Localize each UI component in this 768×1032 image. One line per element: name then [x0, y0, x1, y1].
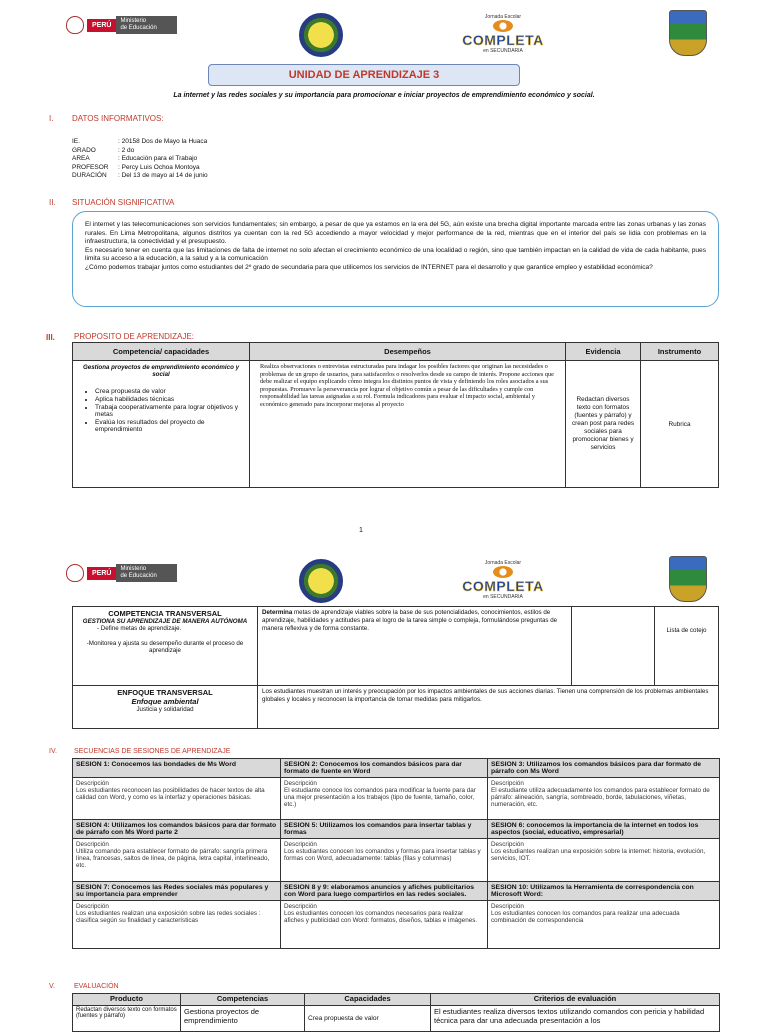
unit-title: UNIDAD DE APRENDIZAJE 3 [208, 64, 520, 86]
info-row: DURACIÓN : Del 13 de mayo al 14 de junio [72, 172, 208, 179]
sun-icon [493, 20, 513, 32]
col-header: Capacidades [305, 994, 431, 1006]
session-title: SESION 5: Utilizamos los comandos para insertar tablas y formas [281, 820, 488, 839]
significant-situation-box [72, 211, 719, 307]
col-header: Criterios de evaluación [431, 994, 720, 1006]
peru-label: PERÚ [87, 567, 116, 580]
jec-logo: Jornada Escolar COMPLETA en SECUNDARIA [462, 14, 544, 54]
session-title: SESION 2: Conocemos los comandos básicos para dar formato de fuente en Word [281, 759, 488, 778]
section2-number: II. [49, 198, 56, 207]
empty-cell [572, 607, 655, 686]
instrumento-cell: Lista de cotejo [655, 607, 719, 686]
enfoque-transversal-cell: ENFOQUE TRANSVERSAL Enfoque ambiental Justicia y solidaridad [73, 686, 258, 729]
capacidad-item: • Trabaja cooperativamente para lograr objetivos y metas [95, 404, 241, 418]
unit-subtitle: La internet y las redes sociales y su importancia para promocionar e iniciar proyectos de emprendimiento económico y social. [173, 92, 595, 99]
peru-label: PERÚ [87, 19, 116, 32]
school-emblem-icon [299, 559, 343, 603]
session-title: SESION 10: Utilizamos la Herramienta de correspondencia con Microsoft Word: [488, 882, 720, 901]
enfoque-transversal-desc: Los estudiantes muestran un interés y preocupación por los impactos ambientales de sus acciones diarias. Tienen una comprensión de los problemas ambientales globales y locales y reconocen la importancia de tomar medidas para mitigarlos. [258, 686, 719, 729]
col-header: Competencia/ capacidades [73, 343, 250, 361]
info-row: AREA : Educación para el Trabajo [72, 155, 198, 162]
session-desc: Descripción Los estudiantes realizan una exposición sobre la internet: historia, evolución, servicios, IOT. [488, 839, 720, 882]
situation-paragraph: Es necesario tener en cuenta que las limitaciones de falta de internet no solo afectan el crecimiento económico de una localidad o región, sino que también impactan en la calidad de vida de cada habitante, pues limita su acceso a la educación, a la salud y a la comunicación [85, 246, 706, 263]
minedu-logo [66, 16, 177, 34]
situation-paragraph: El internet y las telecomunicaciones son servicios fundamentales; sin embargo, a pesar de que ya estamos en la era del 5G, aún existe una brecha digital importante marcada entre las zonas urbanas y las zonas rurales. En Lima Metropolitana, algunos distritos ya cuentan con la red 5G accediendo a mayor velocidad y mejor performance de la red, mientras que en el interior del país se lidia con problemas en la infraestructura, la conectividad y el presupuesto. [85, 221, 706, 246]
session-desc: Descripción Los estudiantes conocen los comandos necesarios para realizar afiches y publicidad con Word: formatos, diseños, tablas e imágenes. [281, 901, 488, 949]
info-row: IE. : 20158 Dos de Mayo la Huaca [72, 138, 208, 145]
peru-shield-icon [66, 16, 84, 34]
col-header: Producto [73, 994, 181, 1006]
purpose-table [72, 342, 719, 488]
capacidad-item: • Evalúa los resultados del proyecto de emprendimiento [95, 419, 241, 433]
ministry-label: Ministerio de Educación [116, 564, 176, 582]
ministry-label: Ministerio de Educación [116, 16, 176, 34]
situation-question: ¿Cómo podemos trabajar juntos como estudiantes del 2º grado de secundaria para que utilicemos los servicios de INTERNET para el desarrollo y que garantice empleo y estabilidad económica? [85, 263, 653, 271]
session-title: SESION 6: conocemos la importancia de la internet en todos los aspectos (social, educativo, empresarial) [488, 820, 720, 839]
competencia-transversal-desc: Determina metas de aprendizaje viables sobre la base de sus potencialidades, conocimientos, estilos de aprendizaje, habilidades y actitudes para el logro de la tarea simple o compleja, formulándose preguntas de manera reflexiva y de forma constante. [258, 607, 572, 686]
producto-cell: Redactan diversos texto con formatos (fuentes y párrafo) [73, 1006, 181, 1032]
section3-number: III. [46, 333, 55, 342]
school-emblem-icon [299, 13, 343, 57]
session-desc: Descripción Utiliza comando para establecer formato de párrafo: sangría primera línea, francesas, saltos de línea, de página, letra capital, interlineado, etc. [73, 839, 281, 882]
session-title: SESION 7: Conocemos las Redes sociales más populares y su importancia para emprender [73, 882, 281, 901]
session-title: SESION 1: Conocemos las bondades de Ms Word [73, 759, 281, 778]
peru-shield-icon [66, 564, 84, 582]
section4-number: IV. [49, 748, 57, 755]
sessions-table [72, 758, 720, 949]
section3-heading: PROPOSITO DE APRENDIZAJE: [74, 332, 194, 341]
competencia-transversal-cell: COMPETENCIA TRANSVERSAL GESTIONA SU APRENDIZAJE DE MANERA AUTÓNOMA - Define metas de aprendizaje. -Monitorea y ajusta su desempeño durante el proceso de aprendizaje [73, 607, 258, 686]
evaluation-table [72, 993, 720, 1032]
section1-heading: DATOS INFORMATIVOS: [72, 114, 164, 123]
col-header: Desempeños [250, 343, 566, 361]
session-desc: Descripción Los estudiantes conocen los comandos y formas para insertar tablas y formas con Word, adecuadamente: tablas (filas y columnas) [281, 839, 488, 882]
col-header: Instrumento [641, 343, 719, 361]
session-title: SESION 3: Utilizamos los comandos básicos para dar formato de párrafo con Ms Word [488, 759, 720, 778]
session-desc: Descripción Los estudiantes reconocen las posibilidades de hacer textos de alta calidad con Word, y como es la interfaz y operaciones básicas. [73, 778, 281, 820]
section1-number: I. [49, 114, 54, 123]
info-row: PROFESOR : Percy Luis Ochoa Montoya [72, 163, 200, 171]
session-desc: Descripción Los estudiantes conocen los comandos para realizar una adecuada combinación de correspondencia [488, 901, 720, 949]
regional-crest-icon [669, 10, 707, 56]
info-list [72, 138, 208, 181]
capacidad-item: • Aplica habilidades técnicas [95, 396, 241, 403]
session-desc: Descripción Los estudiantes realizan una exposición sobre las redes sociales : clasifica según su finalidad y características [73, 901, 281, 949]
session-title: SESION 4: Utilizamos los comandos básicos para dar formato de párrafo con Ms Word parte 2 [73, 820, 281, 839]
section4-heading: SECUENCIAS DE SESIONES DE APRENDIZAJE [74, 748, 231, 755]
minedu-logo [66, 564, 177, 582]
session-desc: Descripción El estudiante utiliza adecuadamente los comandos para establecer formato de párrafo: alineación, sangría, sombreado, borde, tabulaciones, viñetas, numeración, etc. [488, 778, 720, 820]
instrumento-cell: Rubrica [641, 361, 719, 488]
evidencia-cell: Redactan diversos texto con formatos (fuentes y párrafo) y crean post para redes sociales para promocionar bienes y servicios [566, 361, 641, 488]
page-number: 1 [359, 527, 363, 534]
jec-logo: Jornada Escolar COMPLETA en SECUNDARIA [462, 560, 544, 600]
info-row: GRADO : 2 do [72, 146, 135, 154]
section5-number: V. [49, 983, 55, 990]
capacidad-cell: Crea propuesta de valor [305, 1006, 431, 1032]
section5-heading: EVALUACIÓN [74, 983, 119, 990]
sun-icon [493, 566, 513, 578]
competencia-cell: Gestiona proyectos de emprendimiento [181, 1006, 305, 1032]
session-title: SESION 8 y 9: elaboramos anuncios y afiches publicitarios con Word para luego compartirlos en las redes sociales. [281, 882, 488, 901]
section2-heading: SITUACIÓN SIGNIFICATIVA [72, 198, 175, 207]
session-desc: Descripción El estudiante conoce los comandos para modificar la fuente para dar una mejor presentación a los trabajos (tipo de fuente, tamaño, color, etc.) [281, 778, 488, 820]
capacidad-item: • Crea propuesta de valor [95, 388, 241, 395]
col-header: Competencias [181, 994, 305, 1006]
desempenos-cell: Realiza observaciones o entrevistas estructuradas para indagar los posibles factores que originan las necesidades o problemas de un grupo de usuarios, para satisfacerlos o resolverlos desde su campo de interés. Propone acciones que debe realizar el equipo explicando cómo integra los distintos puntos de vista y definiendo los roles asociados a sus propuestas. Promueve la perseverancia por lograr el objetivo común a pesar de las dificultades y cumple con responsabilidad las tareas asignadas a su rol. Formula indicadores para evaluar el impacto social, ambiental y económico generado para incorporar mejoras al proyecto [250, 361, 566, 488]
regional-crest-icon [669, 556, 707, 602]
competencia-cell: Gestiona proyectos de emprendimiento económico y social • Crea propuesta de valor • Aplica habilidades técnicas • Trabaja cooperativamente para lograr objetivos y metas • Evalúa los resultados del proyecto de emprendimiento [73, 361, 250, 488]
criterio-cell: El estudiantes realiza diversos textos utilizando comandos con pericia y habilidad técnica para dar una adecuada presentación a los [431, 1006, 720, 1032]
transversal-table [72, 606, 719, 729]
col-header: Evidencia [566, 343, 641, 361]
